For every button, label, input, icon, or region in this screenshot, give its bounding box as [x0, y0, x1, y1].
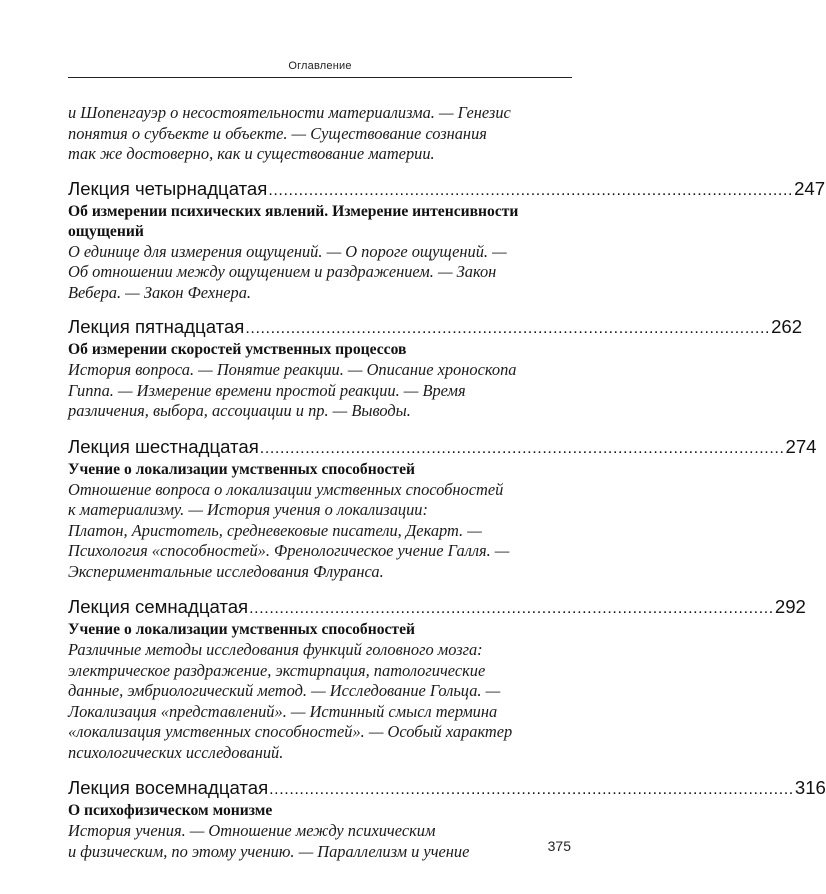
- toc-entry-lecture-15: [68, 315, 803, 422]
- lecture-subtitle: [68, 801, 572, 821]
- lecture-title: Лекция шестнадцатая: [68, 435, 259, 457]
- page-number: 262: [771, 316, 803, 337]
- page-number: 247: [794, 177, 826, 199]
- toc-content: [68, 103, 826, 862]
- lecture-summary: [68, 480, 572, 583]
- dot-leader: ........................................................................................................: [245, 320, 771, 337]
- summary-line: Локализация «представлений». — Истинный смысл термина: [68, 701, 498, 721]
- toc-entry-heading: [68, 595, 806, 620]
- lecture-summary: [68, 821, 572, 862]
- summary-line: Различные методы исследования функций головного мозга:: [68, 640, 483, 659]
- header-rule: [68, 77, 572, 78]
- page-number: 292: [774, 596, 806, 617]
- summary-line: Психология «способностей». Френологическое учение Галля. —: [68, 541, 510, 560]
- lecture-title: Лекция четырнадцатая: [68, 177, 268, 199]
- page-number: 316: [794, 777, 826, 798]
- subtitle-line: Учение о локализации умственных способностей: [68, 621, 415, 638]
- page-number: 274: [785, 435, 817, 457]
- subtitle-line: Об измерении психических явлений. Измерение интенсивности: [68, 202, 519, 220]
- dot-leader: ........................................................................................................: [269, 781, 794, 798]
- dot-leader: ........................................................................................................: [249, 600, 774, 617]
- lecture-title: Лекция семнадцатая: [68, 596, 249, 617]
- lecture-title: Лекция пятнадцатая: [68, 316, 245, 337]
- subtitle-line: О психофизическом монизме: [68, 802, 273, 819]
- toc-entry-lecture-14: [68, 177, 826, 304]
- lecture-title: Лекция восемнадцатая: [68, 777, 269, 798]
- summary-line: и физическим, по этому учению. — Параллелизм и учение: [68, 841, 470, 861]
- lecture-subtitle: [68, 460, 572, 480]
- summary-line: «локализация умственных способностей». — Особый характер: [68, 722, 513, 741]
- summary-line: Отношение вопроса о локализации умственных способностей: [68, 479, 504, 499]
- lecture-subtitle: [68, 340, 572, 360]
- dot-leader: ........................................................................................................: [259, 439, 785, 457]
- subtitle-line: ощущений: [68, 222, 144, 240]
- dot-leader: ........................................................................................................: [268, 181, 794, 199]
- lecture-summary: [68, 360, 572, 422]
- summary-line: различения, выбора, ассоциации и пр. — Выводы.: [68, 401, 411, 420]
- summary-line: Гиппа. — Измерение времени простой реакции. — Время: [68, 380, 466, 400]
- summary-line: Об отношении между ощущением и раздражением. — Закон: [68, 262, 497, 281]
- summary-line: Платон, Аристотель, средневековые писатели, Декарт. —: [68, 520, 482, 540]
- summary-line: История учения. — Отношение между психическим: [68, 821, 436, 840]
- running-head: Оглавление: [288, 60, 352, 72]
- subtitle-line: Об измерении скоростей умственных процессов: [68, 341, 407, 358]
- summary-line: электрическое раздражение, экстирпация, патологические: [68, 660, 486, 680]
- summary-line: данные, эмбриологический метод. — Исследование Гольца. —: [68, 681, 501, 700]
- summary-line: История вопроса. — Понятие реакции. — Описание хроноскопа: [68, 360, 517, 379]
- lecture-subtitle: [68, 202, 572, 242]
- page-number-footer: 375: [547, 838, 571, 854]
- subtitle-line: Учение о локализации умственных способностей: [68, 460, 415, 478]
- toc-entry-heading: [68, 776, 826, 801]
- intro-paragraph: [68, 103, 572, 165]
- toc-entry-lecture-16: [68, 435, 817, 583]
- toc-entry-heading: [68, 315, 803, 340]
- intro-line: и Шопенгауэр о несостоятельности материализма. — Генезис: [68, 103, 511, 122]
- toc-entry-heading: [68, 435, 817, 460]
- intro-line: так же достоверно, как и существование материи.: [68, 144, 435, 163]
- intro-line: понятия о субъекте и объекте. — Существование сознания: [68, 123, 487, 143]
- toc-entry-heading: [68, 177, 826, 202]
- summary-line: к материализму. — История учения о локализации:: [68, 500, 428, 519]
- summary-line: Экспериментальные исследования Флуранса.: [68, 561, 384, 581]
- summary-line: психологических исследований.: [68, 742, 284, 762]
- summary-line: О единице для измерения ощущений. — О пороге ощущений. —: [68, 241, 507, 261]
- toc-entry-lecture-17: [68, 595, 806, 763]
- lecture-summary: [68, 640, 572, 763]
- lecture-subtitle: [68, 620, 572, 640]
- summary-line: Вебера. — Закон Фехнера.: [68, 282, 252, 302]
- toc-entry-lecture-18: [68, 776, 826, 862]
- lecture-summary: [68, 242, 572, 304]
